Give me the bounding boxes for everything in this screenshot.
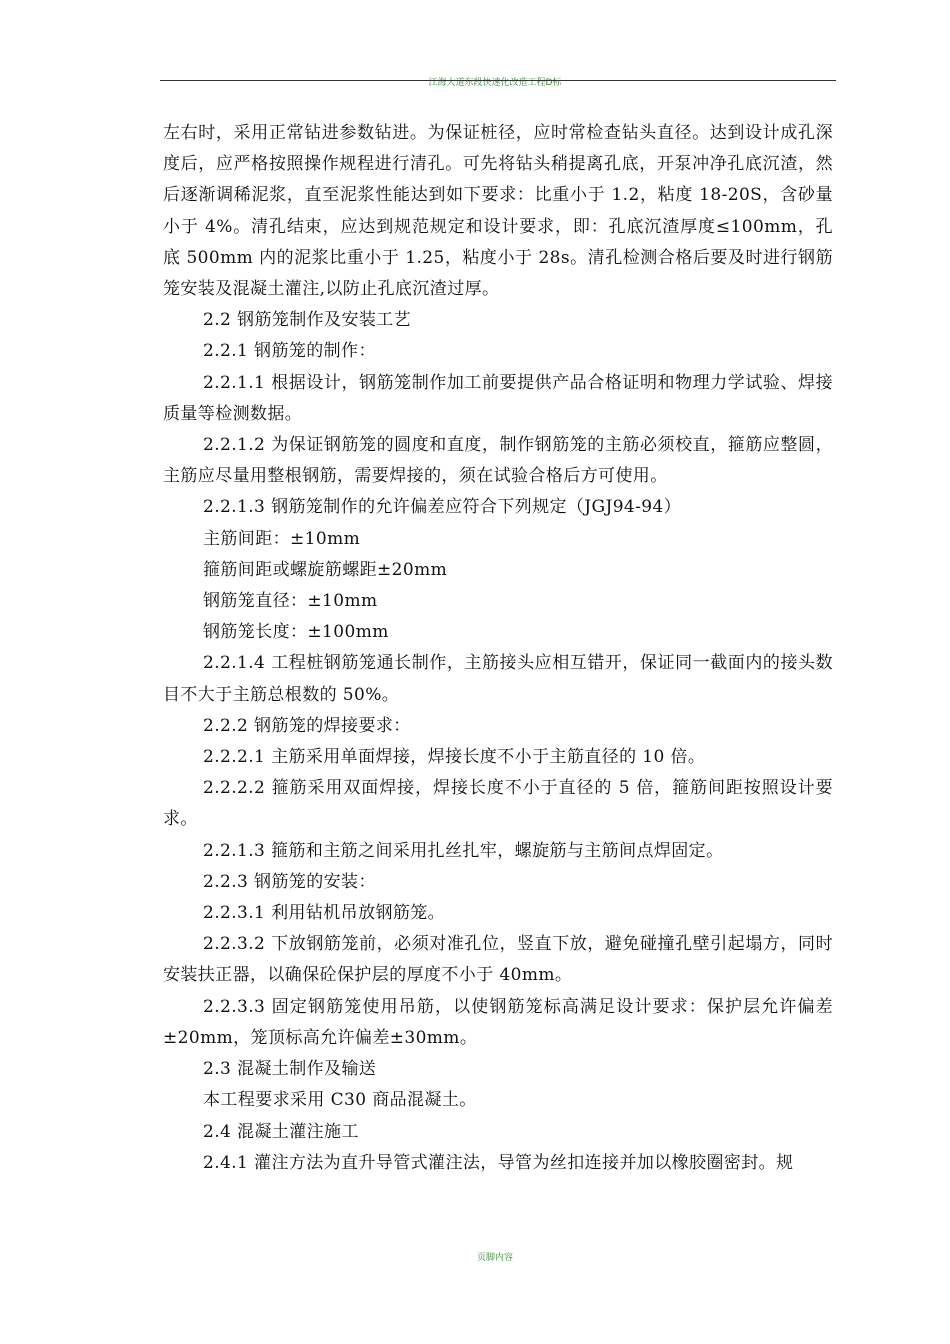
section-heading: 2.4 混凝土灌注施工 <box>203 1121 359 1142</box>
tolerance-item: 主筋间距：±10mm <box>203 528 361 549</box>
paragraph: 2.2.3.1 利用钻机吊放钢筋笼。 <box>203 903 446 924</box>
header-rule <box>160 80 836 81</box>
paragraph: 左右时，采用正常钻进参数钻进。为保证桩径，应时常检查钻头直径。达到设计成孔深度后，应严格按照操作规程进行清孔。可先将钻头稍提离孔底，开泵冲净孔底沉渣，然后逐渐调稀泥浆，直至泥浆性能达到如下要求：比重小于 1.2，粘度 18-20S，含砂量小于 4%。清孔结束，应达到规范规定和设计要求，即：孔底沉渣厚度≤100mm，孔底 500mm 内的泥浆比重小于 1.25，粘度小于 28s。清孔检测合格后要及时进行钢筋笼安装及混凝土灌注,以防止孔底沉渣过厚。 <box>163 123 833 300</box>
section-heading: 2.2 钢筋笼制作及安装工艺 <box>203 310 412 331</box>
paragraph: 2.2.3.2 下放钢筋笼前，必须对准孔位，竖直下放，避免碰撞孔壁引起塌方，同时安装扶正器，以确保砼保护层的厚度不小于 40mm。 <box>163 934 833 986</box>
page-footer: 页脚内容 <box>476 1253 513 1263</box>
paragraph: 2.2.1.3 钢筋笼制作的允许偏差应符合下列规定（JGJ94-94） <box>203 497 682 518</box>
paragraph: 2.2.1.4 工程桩钢筋笼通长制作，主筋接头应相互错开，保证同一截面内的接头数目不大于主筋总根数的 50%。 <box>163 653 833 705</box>
subsection-heading: 2.2.1 钢筋笼的制作： <box>203 341 376 362</box>
paragraph: 2.2.1.2 为保证钢筋笼的圆度和直度，制作钢筋笼的主筋必须校直，箍筋应整圆，主筋应尽量用整根钢筋，需要焊接的，须在试验合格后方可使用。 <box>163 435 833 487</box>
document-body <box>163 118 833 1179</box>
tolerance-item: 钢筋笼直径：±10mm <box>203 591 378 612</box>
paragraph: 2.2.1.1 根据设计，钢筋笼制作加工前要提供产品合格证明和物理力学试验、焊接质量等检测数据。 <box>163 372 833 424</box>
paragraph: 2.4.1 灌注方法为直升导管式灌注法，导管为丝扣连接并加以橡胶圈密封。规 <box>203 1152 794 1173</box>
tolerance-item: 箍筋间距或螺旋筋螺距±20mm <box>203 559 448 580</box>
subsection-heading: 2.2.3 钢筋笼的安装： <box>203 871 376 892</box>
page-header: 江海大道东段快速化改造工程D标 <box>428 78 562 88</box>
paragraph: 本工程要求采用 C30 商品混凝土。 <box>203 1090 477 1111</box>
section-heading: 2.3 混凝土制作及输送 <box>203 1059 377 1080</box>
paragraph: 2.2.2.2 箍筋采用双面焊接，焊接长度不小于直径的 5 倍，箍筋间距按照设计要求。 <box>163 778 833 830</box>
paragraph: 2.2.2.1 主筋采用单面焊接，焊接长度不小于主筋直径的 10 倍。 <box>203 747 706 768</box>
paragraph: 2.2.3.3 固定钢筋笼使用吊筋，以使钢筋笼标高满足设计要求：保护层允许偏差±20mm，笼顶标高允许偏差±30mm。 <box>163 996 833 1048</box>
subsection-heading: 2.2.2 钢筋笼的焊接要求： <box>203 715 411 736</box>
paragraph: 2.2.1.3 箍筋和主筋之间采用扎丝扎牢，螺旋筋与主筋间点焊固定。 <box>203 840 724 861</box>
tolerance-item: 钢筋笼长度：±100mm <box>203 622 389 643</box>
